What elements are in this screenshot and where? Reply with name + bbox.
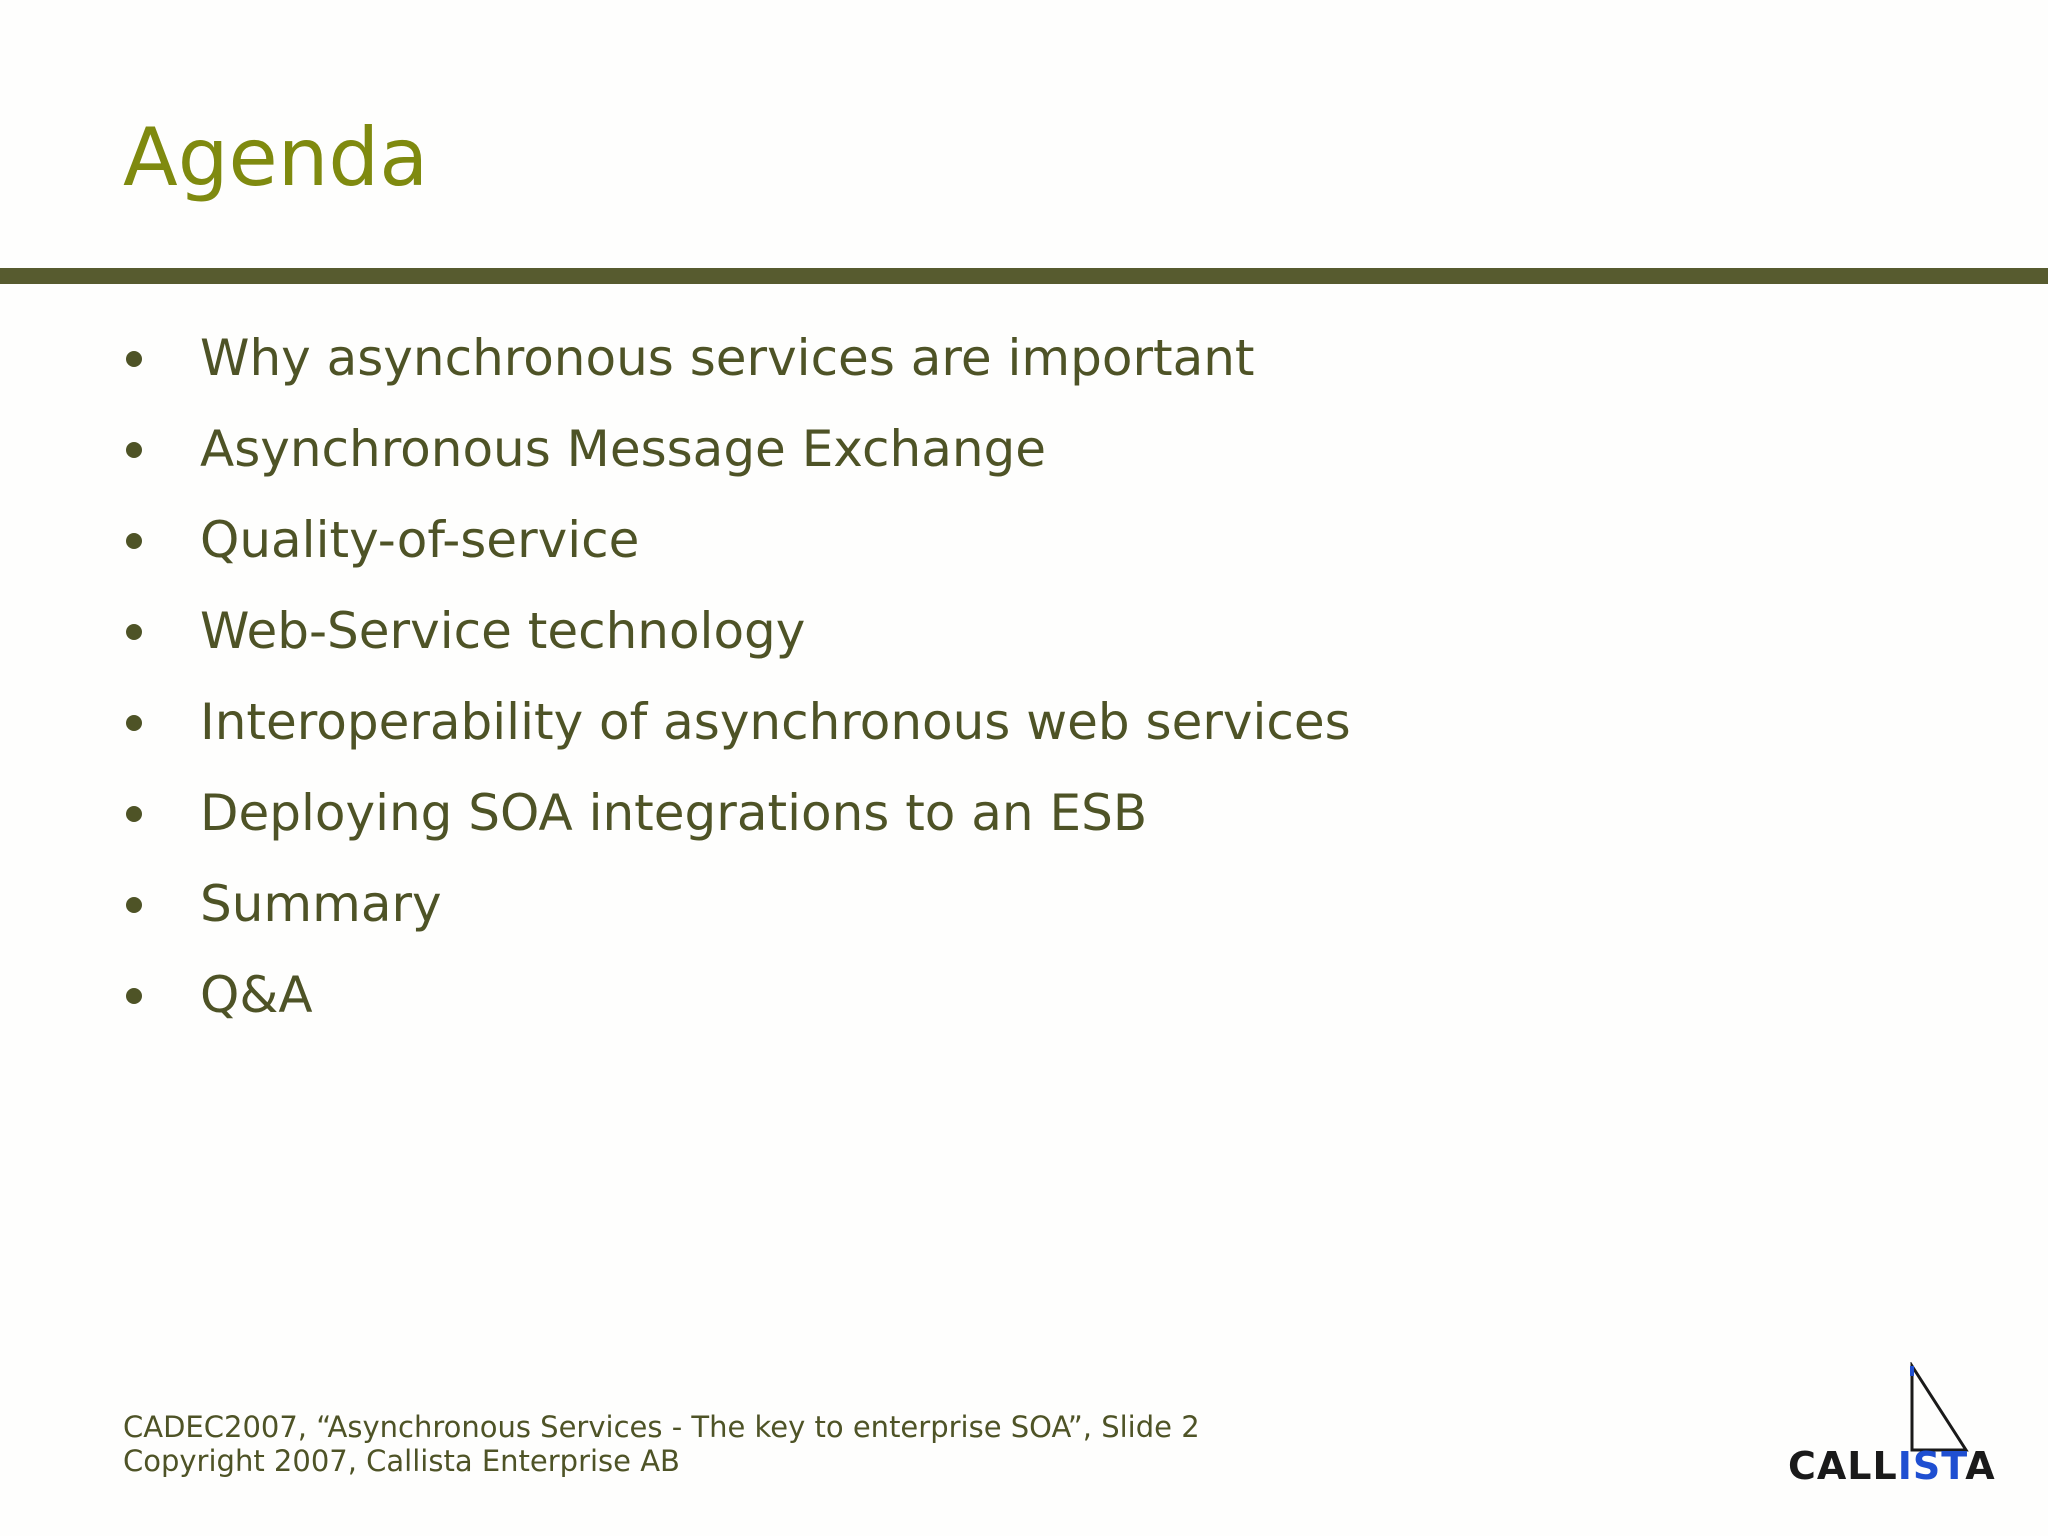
bullet-icon	[126, 988, 142, 1004]
footer-copyright: Copyright 2007, Callista Enterprise AB	[123, 1444, 680, 1478]
footer-citation: CADEC2007, “Asynchronous Services - The key to enterprise SOA”, Slide 2	[123, 1410, 1200, 1444]
bullet-icon	[126, 351, 142, 367]
bullet-icon	[126, 715, 142, 731]
agenda-item-text: Interoperability of asynchronous web services	[200, 693, 1351, 751]
bullet-icon	[126, 806, 142, 822]
logo-wordmark	[1788, 1446, 1996, 1486]
callista-logo	[1788, 1362, 2008, 1492]
logo-sail-icon	[1788, 1362, 2008, 1452]
agenda-item-text: Quality-of-service	[200, 511, 640, 569]
agenda-item-text: Summary	[200, 875, 442, 933]
logo-text-dark: CALL	[1788, 1444, 1898, 1488]
agenda-item-text: Q&A	[200, 966, 313, 1024]
title-divider	[0, 268, 2048, 284]
bullet-icon	[126, 442, 142, 458]
agenda-item-text: Why asynchronous services are important	[200, 329, 1255, 387]
agenda-item-text: Deploying SOA integrations to an ESB	[200, 784, 1148, 842]
agenda-item-text: Asynchronous Message Exchange	[200, 420, 1047, 478]
slide-footer	[123, 1410, 1200, 1478]
bullet-icon	[126, 533, 142, 549]
bullet-icon	[126, 624, 142, 640]
logo-text-dark: A	[1965, 1444, 1996, 1488]
slide-title: Agenda	[123, 111, 429, 204]
logo-text-accent: IST	[1897, 1444, 1966, 1488]
agenda-item-text: Web-Service technology	[200, 602, 806, 660]
bullet-icon	[126, 897, 142, 913]
